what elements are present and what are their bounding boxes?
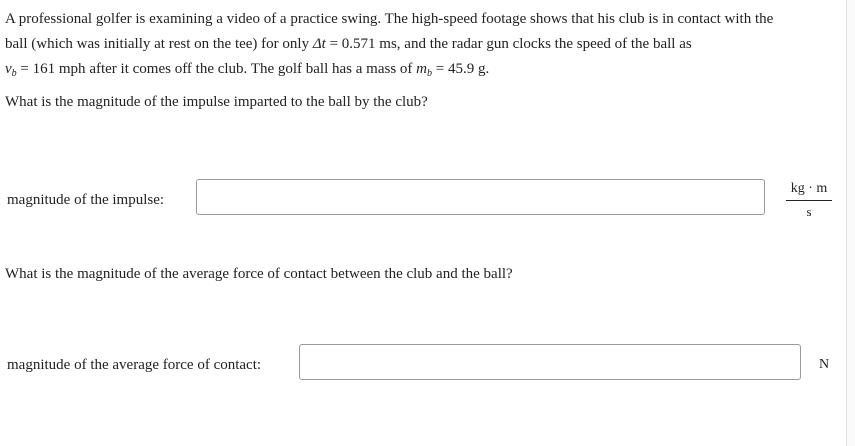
impulse-unit-denominator: s: [806, 204, 812, 219]
delta-t-value: = 0.571 ms: [325, 36, 397, 52]
problem-line-2: [5, 32, 837, 57]
problem-text: ball (which was initially at rest on the tee) for only: [5, 36, 313, 52]
problem-text: A professional golfer is examining a video of a practice swing. The high-speed footage shows that his club is in contact with the: [5, 11, 774, 27]
force-question: What is the magnitude of the average force of contact between the club and the ball?: [5, 266, 513, 282]
problem-text: after it comes off the club. The golf ball has a mass of: [85, 61, 417, 77]
problem-line-3: [5, 57, 837, 82]
impulse-question: What is the magnitude of the impulse imparted to the ball by the club?: [5, 94, 428, 110]
impulse-unit-numerator: kg · m: [790, 181, 828, 196]
fraction-bar: [786, 200, 832, 201]
problem-statement: [5, 7, 837, 82]
ball-mass-symbol: [416, 61, 432, 77]
impulse-label: magnitude of the impulse:: [7, 192, 165, 208]
ball-speed-value: = 161 mph: [16, 61, 86, 77]
ball-speed-letter: v: [5, 61, 12, 77]
impulse-unit: [786, 180, 832, 220]
ball-mass-value: = 45.9 g: [432, 61, 486, 77]
scrollbar-track[interactable]: [846, 0, 855, 446]
impulse-input[interactable]: [196, 179, 765, 215]
problem-line-1: [5, 7, 837, 32]
force-unit: N: [819, 357, 830, 372]
delta-t-symbol: Δt: [312, 36, 326, 52]
ball-mass-letter: m: [416, 61, 428, 77]
force-label: magnitude of the average force of contact:: [7, 357, 262, 373]
force-input[interactable]: [299, 344, 801, 380]
ball-mass-subscript: b: [427, 68, 433, 79]
problem-text: .: [485, 61, 490, 77]
ball-speed-symbol: [5, 61, 17, 77]
ball-speed-subscript: b: [11, 68, 17, 79]
problem-text: , and the radar gun clocks the speed of the ball as: [396, 36, 692, 52]
